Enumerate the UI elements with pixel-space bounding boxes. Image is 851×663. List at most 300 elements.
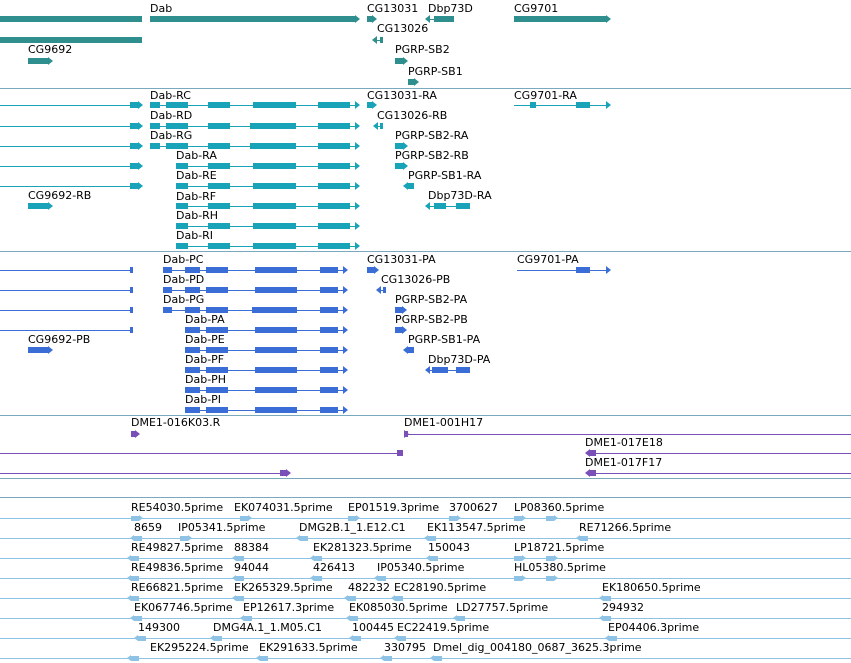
exon-block[interactable] [163, 267, 172, 273]
feature-label[interactable]: RE49827.5prime [131, 541, 224, 554]
feature-label[interactable]: EC22419.5prime [397, 621, 490, 634]
intron-line [0, 453, 403, 454]
feature-label[interactable]: PGRP-SB1-RA [408, 169, 482, 182]
feature-label[interactable]: EK295224.5prime [150, 641, 249, 654]
arrow-left-icon [127, 595, 131, 601]
exon-block[interactable] [320, 407, 338, 413]
exon-block[interactable] [185, 307, 200, 313]
feature-label[interactable]: Dbp73D [428, 2, 473, 15]
arrow-right-icon [138, 142, 143, 150]
exon-block[interactable] [260, 656, 268, 661]
intron-line [0, 473, 286, 474]
feature-label[interactable]: 330795 [384, 641, 426, 654]
feature-label[interactable]: EK067746.5prime [134, 601, 233, 614]
exon-block[interactable] [206, 347, 228, 353]
feature-label[interactable]: Dab-PI [185, 393, 222, 406]
exon-block[interactable] [134, 616, 142, 621]
feature-label[interactable]: CG13026 [377, 22, 429, 35]
feature-label[interactable]: 8659 [134, 521, 162, 534]
exon-block[interactable] [300, 536, 308, 541]
exon-block[interactable] [514, 16, 606, 22]
arrow-right-icon [135, 430, 140, 438]
exon-block[interactable] [130, 267, 133, 273]
exon-block[interactable] [131, 576, 139, 581]
exon-block[interactable] [398, 636, 406, 641]
feature-label[interactable]: EP04406.3prime [608, 621, 700, 634]
arrow-left-icon [605, 635, 609, 641]
exon-block[interactable] [384, 656, 392, 661]
exon-block[interactable] [255, 407, 297, 413]
feature-label[interactable]: HL05380.5prime [514, 561, 606, 574]
exon-block[interactable] [348, 596, 356, 601]
feature-label[interactable]: LP18721.5prime [514, 541, 605, 554]
exon-block[interactable] [609, 636, 617, 641]
exon-block[interactable] [255, 267, 297, 273]
feature-label[interactable]: 426413 [313, 561, 355, 574]
exon-block[interactable] [166, 123, 188, 129]
exon-block[interactable] [255, 387, 297, 393]
feature-label[interactable]: Dab-RG [150, 129, 193, 142]
exon-block[interactable] [138, 636, 146, 641]
exon-block[interactable] [240, 516, 248, 521]
exon-block[interactable] [253, 183, 296, 189]
exon-block[interactable] [318, 243, 350, 249]
exon-block[interactable] [546, 516, 554, 521]
arrow-left-icon [403, 346, 408, 354]
feature-label[interactable]: 482232 [348, 581, 390, 594]
exon-block[interactable] [395, 596, 403, 601]
arrow-right-icon [522, 555, 526, 561]
exon-block[interactable] [208, 143, 230, 149]
exon-block[interactable] [150, 143, 160, 149]
arrow-right-icon [355, 142, 360, 150]
exon-block[interactable] [397, 450, 403, 456]
exon-block[interactable] [314, 556, 322, 561]
exon-block[interactable] [244, 616, 252, 621]
exon-block[interactable] [166, 102, 188, 108]
exon-block[interactable] [428, 536, 436, 541]
exon-block[interactable] [130, 287, 133, 293]
exon-block[interactable] [576, 267, 590, 273]
arrow-left-icon [349, 635, 353, 641]
exon-block[interactable] [176, 243, 188, 249]
exon-block[interactable] [130, 183, 138, 189]
exon-block[interactable] [367, 267, 374, 273]
feature-label[interactable]: EK281323.5prime [313, 541, 412, 554]
arrow-left-icon [210, 635, 214, 641]
exon-block[interactable] [206, 407, 228, 413]
arrow-right-icon [404, 430, 409, 438]
arrow-right-icon [606, 266, 611, 274]
exon-block[interactable] [255, 327, 297, 333]
exon-block[interactable] [408, 183, 414, 189]
exon-block[interactable] [590, 450, 596, 456]
feature-label[interactable]: Dab-RI [176, 229, 214, 242]
exon-block[interactable] [236, 596, 244, 601]
feature-label[interactable]: CG9701-PA [517, 253, 579, 266]
exon-block[interactable] [185, 367, 200, 373]
feature-label[interactable]: 88384 [234, 541, 269, 554]
feature-label[interactable]: CG9701 [514, 2, 559, 15]
feature-label[interactable]: Dbp73D-RA [428, 189, 492, 202]
feature-label[interactable]: Dab-PH [185, 373, 227, 386]
exon-block[interactable] [514, 556, 522, 561]
exon-block[interactable] [353, 636, 361, 641]
feature-label[interactable]: EC28190.5prime [394, 581, 487, 594]
arrow-right-icon [403, 162, 408, 170]
exon-block[interactable] [395, 307, 402, 313]
arrow-right-icon [343, 266, 348, 274]
exon-block[interactable] [430, 556, 438, 561]
exon-block[interactable] [514, 516, 522, 521]
feature-label[interactable]: RE54030.5prime [131, 501, 224, 514]
exon-block[interactable] [318, 163, 350, 169]
arrow-right-icon [554, 515, 558, 521]
exon-block[interactable] [208, 183, 230, 189]
exon-block[interactable] [208, 223, 230, 229]
exon-block[interactable] [318, 223, 350, 229]
feature-label[interactable]: DME1-016K03.R [131, 416, 221, 429]
feature-label[interactable]: CG9692-PB [28, 333, 91, 346]
exon-block[interactable] [320, 387, 338, 393]
feature-label[interactable]: 150043 [428, 541, 470, 554]
arrow-right-icon [372, 15, 377, 23]
exon-block[interactable] [320, 367, 338, 373]
exon-block[interactable] [185, 407, 200, 413]
arrow-right-icon [606, 15, 611, 23]
arrow-left-icon [403, 182, 408, 190]
feature-label[interactable]: EK265329.5prime [234, 581, 333, 594]
exon-block[interactable] [185, 287, 200, 293]
exon-block[interactable] [434, 203, 446, 209]
exon-block[interactable] [395, 327, 402, 333]
arrow-left-icon [127, 575, 131, 581]
arrow-right-icon [343, 386, 348, 394]
exon-block[interactable] [434, 656, 442, 661]
arrow-left-icon [585, 469, 590, 477]
exon-block[interactable] [252, 307, 297, 313]
feature-label[interactable]: Dab-PF [185, 353, 225, 366]
arrow-right-icon [48, 202, 53, 210]
feature-label[interactable]: 149300 [138, 621, 180, 634]
feature-label[interactable]: Dab-PC [163, 253, 204, 266]
exon-block[interactable] [250, 143, 296, 149]
exon-block[interactable] [255, 347, 297, 353]
feature-label[interactable]: Dab [150, 2, 173, 15]
feature-label[interactable]: EP01519.3prime [348, 501, 440, 514]
arrow-right-icon [188, 535, 192, 541]
exon-block[interactable] [580, 536, 588, 541]
track-separator [0, 497, 851, 498]
exon-block[interactable] [253, 163, 296, 169]
exon-block[interactable] [176, 163, 188, 169]
exon-block[interactable] [253, 223, 296, 229]
feature-label[interactable]: EK113547.5prime [427, 521, 526, 534]
exon-block[interactable] [318, 183, 350, 189]
arrow-left-icon [346, 615, 350, 621]
exon-block[interactable] [208, 163, 230, 169]
exon-block[interactable] [380, 123, 383, 129]
exon-block[interactable] [380, 37, 383, 43]
arrow-right-icon [139, 515, 143, 521]
exon-block[interactable] [131, 556, 139, 561]
arrow-right-icon [355, 182, 360, 190]
exon-block[interactable] [130, 307, 133, 313]
exon-block[interactable] [206, 367, 228, 373]
feature-label[interactable]: Dab-RD [150, 109, 193, 122]
arrow-left-icon [576, 535, 580, 541]
feature-label[interactable]: RE66821.5prime [131, 581, 224, 594]
exon-block[interactable] [28, 58, 48, 64]
feature-label[interactable]: CG9692-RB [28, 189, 92, 202]
feature-label[interactable]: LD27757.5prime [456, 601, 549, 614]
track-separator [0, 251, 851, 252]
arrow-right-icon [402, 326, 407, 334]
feature-label[interactable]: RE49836.5prime [131, 561, 224, 574]
feature-label[interactable]: CG13026-PB [381, 273, 451, 286]
feature-label[interactable]: Dab-PE [185, 333, 225, 346]
arrow-right-icon [402, 306, 407, 314]
exon-block[interactable] [514, 576, 522, 581]
feature-label[interactable]: Dbp73D-PA [428, 353, 491, 366]
exon-block[interactable] [208, 243, 230, 249]
exon-block[interactable] [130, 163, 138, 169]
arrow-right-icon [554, 575, 558, 581]
track-separator [0, 478, 851, 479]
arrow-right-icon [355, 101, 360, 109]
exon-block[interactable] [320, 347, 338, 353]
arrow-right-icon [138, 122, 143, 130]
exon-block[interactable] [348, 516, 356, 521]
exon-block[interactable] [432, 367, 448, 373]
exon-block[interactable] [206, 267, 228, 273]
exon-block[interactable] [383, 287, 386, 293]
exon-block[interactable] [236, 556, 244, 561]
exon-block[interactable] [350, 616, 358, 621]
exon-block[interactable] [253, 243, 296, 249]
arrow-right-icon [343, 306, 348, 314]
feature-label[interactable]: PGRP-SB2 [395, 43, 450, 56]
feature-label[interactable]: EK085030.5prime [349, 601, 448, 614]
feature-label[interactable]: Dab-PG [163, 293, 205, 306]
arrow-right-icon [343, 346, 348, 354]
feature-label[interactable]: DMG4A.1_1.M05.C1 [213, 621, 322, 634]
exon-block[interactable] [590, 470, 596, 476]
exon-block[interactable] [314, 576, 322, 581]
exon-block[interactable] [236, 576, 244, 581]
exon-block[interactable] [395, 58, 403, 64]
feature-label[interactable]: EK291633.5prime [259, 641, 358, 654]
exon-block[interactable] [185, 327, 200, 333]
feature-label[interactable]: LP08360.5prime [514, 501, 605, 514]
exon-block[interactable] [378, 576, 386, 581]
exon-block[interactable] [208, 102, 230, 108]
arrow-right-icon [343, 366, 348, 374]
exon-block[interactable] [185, 387, 200, 393]
exon-block[interactable] [166, 143, 188, 149]
arrow-left-icon [430, 655, 434, 661]
arrow-left-icon [310, 575, 314, 581]
feature-label[interactable]: CG13031-PA [367, 253, 436, 266]
exon-block[interactable] [395, 143, 403, 149]
arrow-left-icon [585, 449, 590, 457]
feature-label[interactable]: RE71266.5prime [579, 521, 672, 534]
exon-block[interactable] [456, 367, 470, 373]
exon-block[interactable] [576, 102, 590, 108]
exon-block[interactable] [250, 123, 296, 129]
exon-block[interactable] [395, 163, 403, 169]
exon-block[interactable] [130, 123, 138, 129]
feature-label[interactable]: 94044 [234, 561, 269, 574]
exon-block[interactable] [214, 636, 222, 641]
arrow-left-icon [426, 555, 430, 561]
feature-label[interactable]: IP05341.5prime [178, 521, 266, 534]
feature-label[interactable]: Dab-RF [176, 190, 217, 203]
exon-block[interactable] [185, 267, 200, 273]
arrow-right-icon [355, 122, 360, 130]
arrow-left-icon [296, 535, 300, 541]
feature-label[interactable]: CG13031-RA [367, 89, 437, 102]
intron-line [0, 270, 133, 271]
feature-label[interactable]: PGRP-SB2-RB [395, 149, 469, 162]
feature-label[interactable]: CG13031 [367, 2, 419, 15]
feature-label[interactable]: CG9701-RA [514, 89, 577, 102]
feature-label[interactable]: EK074031.5prime [234, 501, 333, 514]
exon-block[interactable] [546, 576, 554, 581]
arrow-left-icon [376, 286, 381, 294]
exon-block[interactable] [253, 203, 296, 209]
exon-block[interactable] [603, 616, 611, 621]
exon-block[interactable] [206, 327, 228, 333]
feature-label[interactable]: CG9692 [28, 43, 73, 56]
exon-block[interactable] [28, 203, 48, 209]
exon-block[interactable] [318, 143, 350, 149]
exon-block[interactable] [0, 37, 142, 43]
exon-block[interactable] [208, 123, 230, 129]
arrow-right-icon [286, 469, 291, 477]
arrow-right-icon [343, 406, 348, 414]
feature-label[interactable]: PGRP-SB1-PA [408, 333, 481, 346]
exon-block[interactable] [320, 307, 338, 313]
feature-label[interactable]: Dab-PD [163, 273, 205, 286]
feature-label[interactable]: PGRP-SB2-PB [395, 313, 468, 326]
arrow-left-icon [425, 15, 430, 23]
intron-line [590, 473, 851, 474]
exon-block[interactable] [180, 536, 188, 541]
exon-block[interactable] [255, 367, 297, 373]
feature-label[interactable]: Dab-RC [150, 89, 191, 102]
exon-block[interactable] [434, 16, 454, 22]
exon-block[interactable] [206, 307, 228, 313]
feature-label[interactable]: EK180650.5prime [602, 581, 701, 594]
feature-label[interactable]: DMG2B.1_1.E12.C1 [299, 521, 406, 534]
exon-block[interactable] [255, 287, 297, 293]
exon-block[interactable] [408, 347, 414, 353]
exon-block[interactable] [134, 536, 142, 541]
exon-block[interactable] [320, 287, 338, 293]
exon-block[interactable] [530, 102, 536, 108]
exon-block[interactable] [320, 327, 338, 333]
feature-label[interactable]: CG13026-RB [377, 109, 448, 122]
exon-block[interactable] [185, 347, 200, 353]
intron-line [514, 105, 606, 106]
exon-block[interactable] [456, 203, 470, 209]
arrow-right-icon [138, 101, 143, 109]
feature-label[interactable]: Dab-RE [176, 169, 217, 182]
arrow-right-icon [522, 575, 526, 581]
exon-block[interactable] [131, 656, 139, 661]
exon-block[interactable] [130, 327, 133, 333]
exon-block[interactable] [163, 287, 172, 293]
exon-block[interactable] [208, 203, 230, 209]
feature-label[interactable]: IP05340.5prime [377, 561, 465, 574]
exon-block[interactable] [176, 223, 188, 229]
exon-block[interactable] [130, 143, 138, 149]
feature-label[interactable]: PGRP-SB2-PA [395, 293, 468, 306]
exon-block[interactable] [457, 616, 465, 621]
exon-block[interactable] [150, 102, 160, 108]
exon-block[interactable] [131, 516, 139, 521]
exon-block[interactable] [253, 102, 296, 108]
feature-label[interactable]: Dab-RA [176, 149, 217, 162]
arrow-left-icon [232, 595, 236, 601]
arrow-left-icon [127, 555, 131, 561]
feature-label[interactable]: Dab-PA [185, 313, 225, 326]
exon-block[interactable] [28, 347, 48, 353]
feature-label[interactable]: DME1-017E18 [585, 436, 663, 449]
feature-label[interactable]: DME1-017F17 [585, 456, 663, 469]
feature-label[interactable]: PGRP-SB1 [408, 65, 463, 78]
feature-label[interactable]: 3700627 [449, 501, 498, 514]
arrow-right-icon [355, 222, 360, 230]
exon-block[interactable] [318, 102, 350, 108]
exon-block[interactable] [150, 123, 160, 129]
intron-line [590, 453, 851, 454]
exon-block[interactable] [318, 123, 350, 129]
exon-block[interactable] [176, 203, 188, 209]
feature-label[interactable]: 294932 [602, 601, 644, 614]
exon-block[interactable] [150, 16, 355, 22]
feature-label[interactable]: DME1-001H17 [404, 416, 484, 429]
exon-block[interactable] [206, 287, 228, 293]
arrow-left-icon [372, 36, 377, 44]
feature-label[interactable]: Dab-RH [176, 209, 219, 222]
exon-block[interactable] [603, 596, 611, 601]
intron-line [517, 270, 606, 271]
feature-label[interactable]: EP12617.3prime [243, 601, 335, 614]
exon-block[interactable] [130, 102, 138, 108]
feature-label[interactable]: 100445 [352, 621, 394, 634]
arrow-right-icon [355, 162, 360, 170]
feature-label[interactable]: PGRP-SB2-RA [395, 129, 469, 142]
arrow-right-icon [48, 57, 53, 65]
exon-block[interactable] [131, 596, 139, 601]
exon-block[interactable] [206, 387, 228, 393]
arrow-right-icon [554, 555, 558, 561]
exon-block[interactable] [318, 203, 350, 209]
exon-block[interactable] [546, 556, 554, 561]
exon-block[interactable] [0, 16, 142, 22]
exon-block[interactable] [320, 267, 338, 273]
arrow-right-icon [343, 326, 348, 334]
exon-block[interactable] [176, 183, 188, 189]
intron-line [0, 330, 133, 331]
exon-block[interactable] [163, 307, 172, 313]
intron-line [0, 126, 138, 127]
exon-block[interactable] [449, 516, 457, 521]
arrow-left-icon [134, 635, 138, 641]
feature-label[interactable]: Dmel_dig_004180_0687_3625.3prime [433, 641, 642, 654]
